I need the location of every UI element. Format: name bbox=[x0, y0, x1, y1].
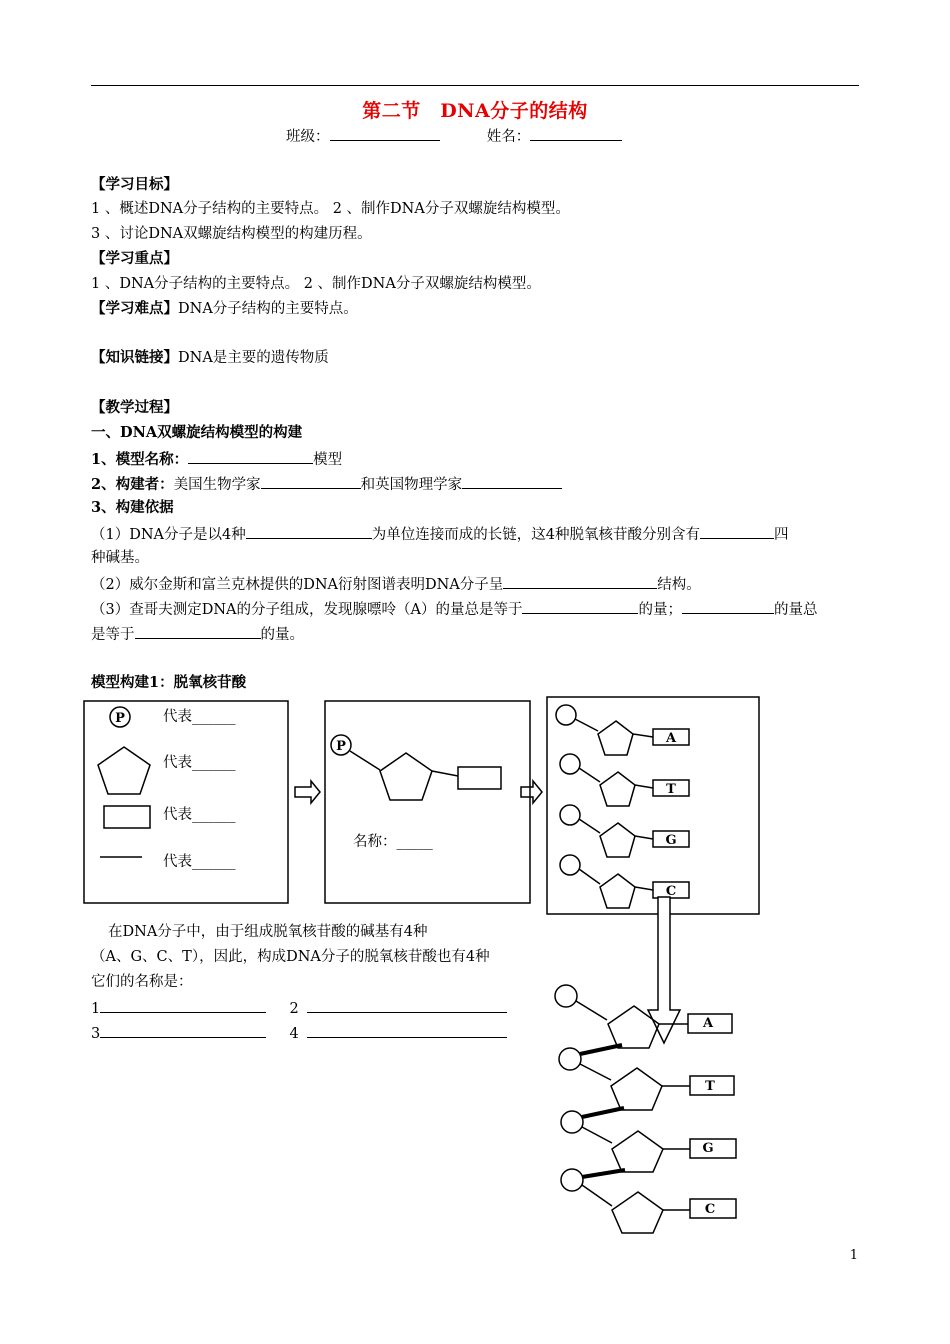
chain-base-label-g: G bbox=[702, 1141, 714, 1156]
section-key-heading: 【学习重点】 bbox=[91, 250, 178, 267]
goals-line-2: 3 、讨论DNA双螺旋结构模型的构建历程。 bbox=[91, 226, 372, 242]
page-number: 1 bbox=[849, 1248, 858, 1263]
q2-text-a: 美国生物学家 bbox=[173, 477, 261, 493]
blank-1[interactable] bbox=[100, 997, 266, 1013]
q2-head: 2、构建者： bbox=[91, 476, 174, 493]
blank-num-3: 3 bbox=[91, 1026, 101, 1042]
backbone-bond-2 bbox=[582, 1108, 624, 1117]
blank-4[interactable] bbox=[307, 1022, 507, 1038]
goals-line-1: 1 、概述DNA分子结构的主要特点。 2 、制作DNA分子双螺旋结构模型。 bbox=[91, 201, 570, 217]
backbone-bond-1 bbox=[580, 1045, 622, 1054]
blanks-row-2 bbox=[91, 1022, 507, 1044]
q3-1-text-a: （1）DNA分子是以4种 bbox=[91, 527, 246, 543]
arrow-down-icon bbox=[648, 897, 680, 1043]
para-line-2: （A、G、C、T），因此，构成DNA分子的脱氧核苷酸也有4种 bbox=[91, 949, 490, 965]
box2-p-label: P bbox=[336, 739, 346, 754]
q3-3-text-a: （3）查哥夫测定DNA的分子组成，发现腺嘌呤（A）的量总是等于 bbox=[91, 602, 523, 618]
part1-heading: 一、DNA双螺旋结构模型的构建 bbox=[91, 424, 303, 441]
legend-sugar-pentagon-icon bbox=[98, 747, 150, 794]
name-label: 姓名： bbox=[486, 129, 531, 145]
box2-base-bond-line bbox=[432, 771, 458, 776]
page-title: 第二节 DNA分子的结构 bbox=[362, 100, 588, 122]
blank-num-1: 1 bbox=[91, 1001, 101, 1017]
q3-1-text-c: 四 bbox=[773, 527, 789, 543]
blanks-row-1 bbox=[91, 997, 507, 1019]
legend-sugar-text: 代表______ bbox=[163, 755, 236, 771]
legend-box bbox=[84, 701, 288, 903]
q3-2-text-a: （2）威尔金斯和富兰克林提供的DNA衍射图谱表明DNA分子呈 bbox=[91, 577, 504, 593]
chain-base-label-c: C bbox=[704, 1202, 716, 1217]
para-line-3: 它们的名称是： bbox=[91, 974, 193, 990]
q3-3-text-b: 的量； bbox=[638, 602, 682, 618]
legend-bond-text: 代表______ bbox=[163, 854, 236, 870]
section-process-heading: 【教学过程】 bbox=[91, 399, 178, 416]
arrow-right-icon bbox=[295, 781, 320, 803]
blank-num-4: 4 bbox=[289, 1026, 299, 1042]
link-text: DNA是主要的遗传物质 bbox=[178, 350, 329, 366]
base-label-g: G bbox=[665, 833, 677, 848]
base-label-a: A bbox=[665, 731, 677, 746]
q3-3-text-c: 的量总 bbox=[773, 602, 818, 618]
q2-text-b: 和英国物理学家 bbox=[360, 477, 463, 493]
base-label-t: T bbox=[666, 782, 676, 797]
arrow-right-icon-2 bbox=[521, 781, 542, 803]
legend-base-rect-icon bbox=[104, 806, 150, 828]
legend-phosphate-text: 代表______ bbox=[163, 709, 236, 725]
box2-base-rect-icon bbox=[458, 767, 501, 789]
section-difficulty-heading: 【学习难点】 bbox=[91, 300, 178, 317]
q1-tail: 模型 bbox=[313, 452, 343, 468]
box2-bond-line bbox=[350, 751, 380, 770]
nucleotide-row-t bbox=[560, 754, 689, 806]
chain-base-label-a: A bbox=[702, 1016, 714, 1031]
box2-name-text: 名称：_____ bbox=[353, 834, 433, 850]
section-link-heading: 【知识链接】 bbox=[91, 349, 178, 366]
q3-head: 3、构建依据 bbox=[91, 499, 174, 516]
difficulty-text: DNA分子结构的主要特点。 bbox=[178, 301, 358, 317]
q3-2-text-b: 结构。 bbox=[657, 577, 701, 593]
section-goals-heading: 【学习目标】 bbox=[91, 176, 178, 193]
chain-base-label-t: T bbox=[705, 1079, 715, 1094]
legend-base-text: 代表______ bbox=[163, 807, 236, 823]
nucleotide-box bbox=[325, 701, 530, 903]
key-line-1: 1 、DNA分子结构的主要特点。 2 、制作DNA分子双螺旋结构模型。 bbox=[91, 276, 541, 292]
model1-title: 模型构建1：脱氧核苷酸 bbox=[91, 674, 247, 691]
q1-head: 1、模型名称： bbox=[91, 451, 189, 468]
q3-4-text-b: 的量。 bbox=[260, 627, 304, 643]
box2-sugar-pentagon-icon bbox=[380, 753, 432, 800]
chain-nucleotide-c bbox=[561, 1169, 736, 1233]
base-label-c: C bbox=[665, 884, 677, 899]
para-line-1: 在DNA分子中，由于组成脱氧核苷酸的碱基有4种 bbox=[108, 924, 428, 940]
q3-1-text-b: 为单位连接而成的长链，这4种脱氧核苷酸分别含有 bbox=[371, 527, 700, 543]
q3-4-text-a: 是等于 bbox=[91, 627, 135, 643]
blank-3[interactable] bbox=[100, 1022, 266, 1038]
legend-p-label: P bbox=[115, 711, 125, 726]
nucleotide-row-a bbox=[556, 705, 689, 755]
q3-1-cont: 种碱基。 bbox=[91, 550, 149, 566]
nucleotide-row-g bbox=[560, 805, 689, 857]
blank-num-2: 2 bbox=[289, 1001, 299, 1017]
class-label: 班级： bbox=[286, 129, 330, 145]
blank-2[interactable] bbox=[307, 997, 507, 1013]
backbone-bond-3 bbox=[582, 1170, 625, 1177]
